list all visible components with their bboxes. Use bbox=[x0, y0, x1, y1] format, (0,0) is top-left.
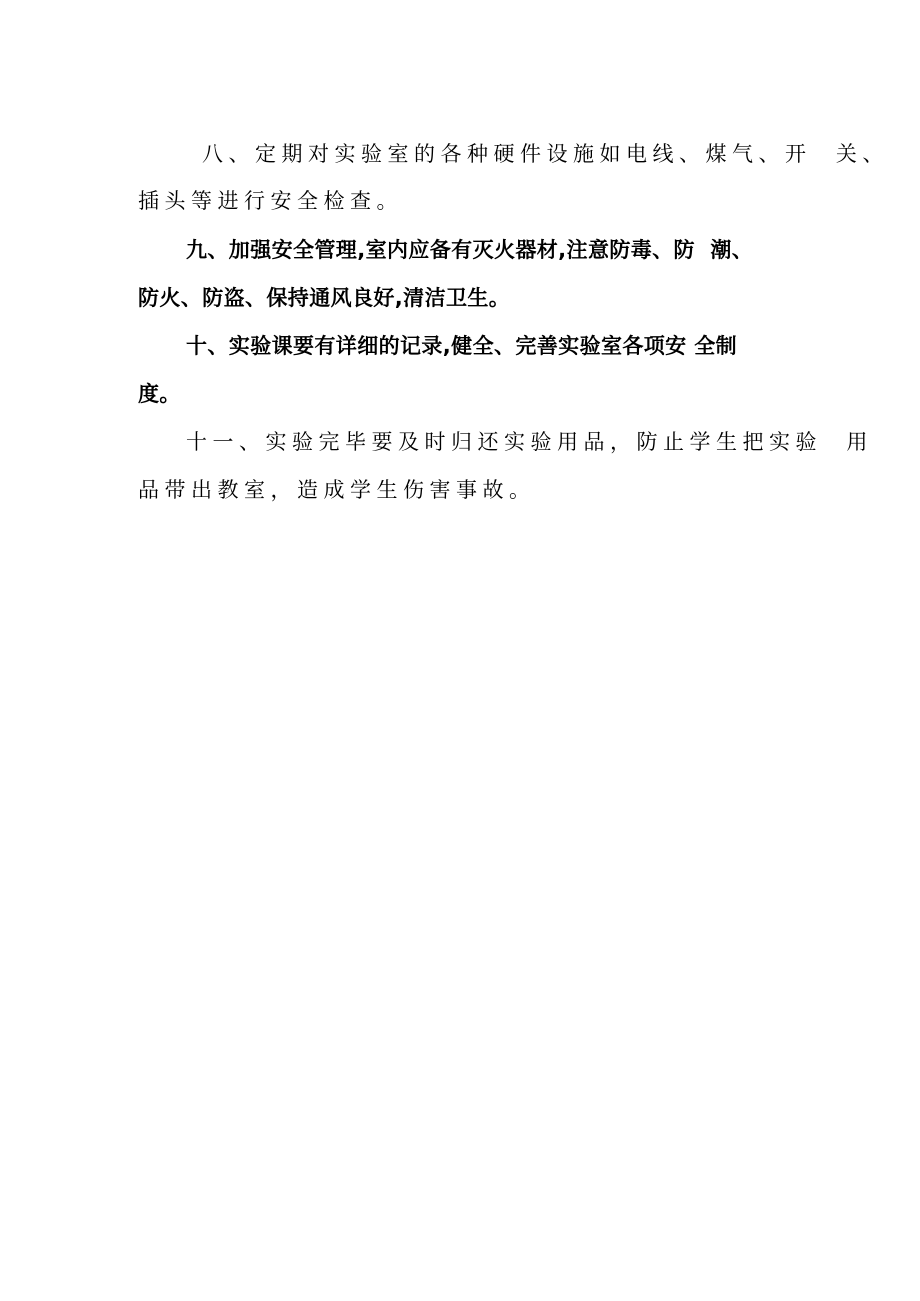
paragraph-line: 插头等进行安全检查。 bbox=[138, 189, 403, 213]
paragraph-line: 十一、实验完毕要及时归还实验用品，防止学生把实验 用 bbox=[186, 430, 873, 454]
paragraph-line: 九、加强安全管理,室内应备有灭火器材,注意防毒、防 潮、 bbox=[186, 238, 754, 262]
paragraph-line: 品带出教室，造成学生伤害事故。 bbox=[138, 478, 536, 502]
paragraph-line: 八、定期对实验室的各种硬件设施如电线、煤气、开 关、 bbox=[202, 142, 889, 166]
paragraph-line: 度。 bbox=[138, 382, 181, 406]
paragraph-line: 十、实验课要有详细的记录,健全、完善实验室各项安 全制 bbox=[186, 334, 738, 358]
paragraph-line: 防火、防盗、保持通风良好,清洁卫生。 bbox=[138, 286, 511, 310]
